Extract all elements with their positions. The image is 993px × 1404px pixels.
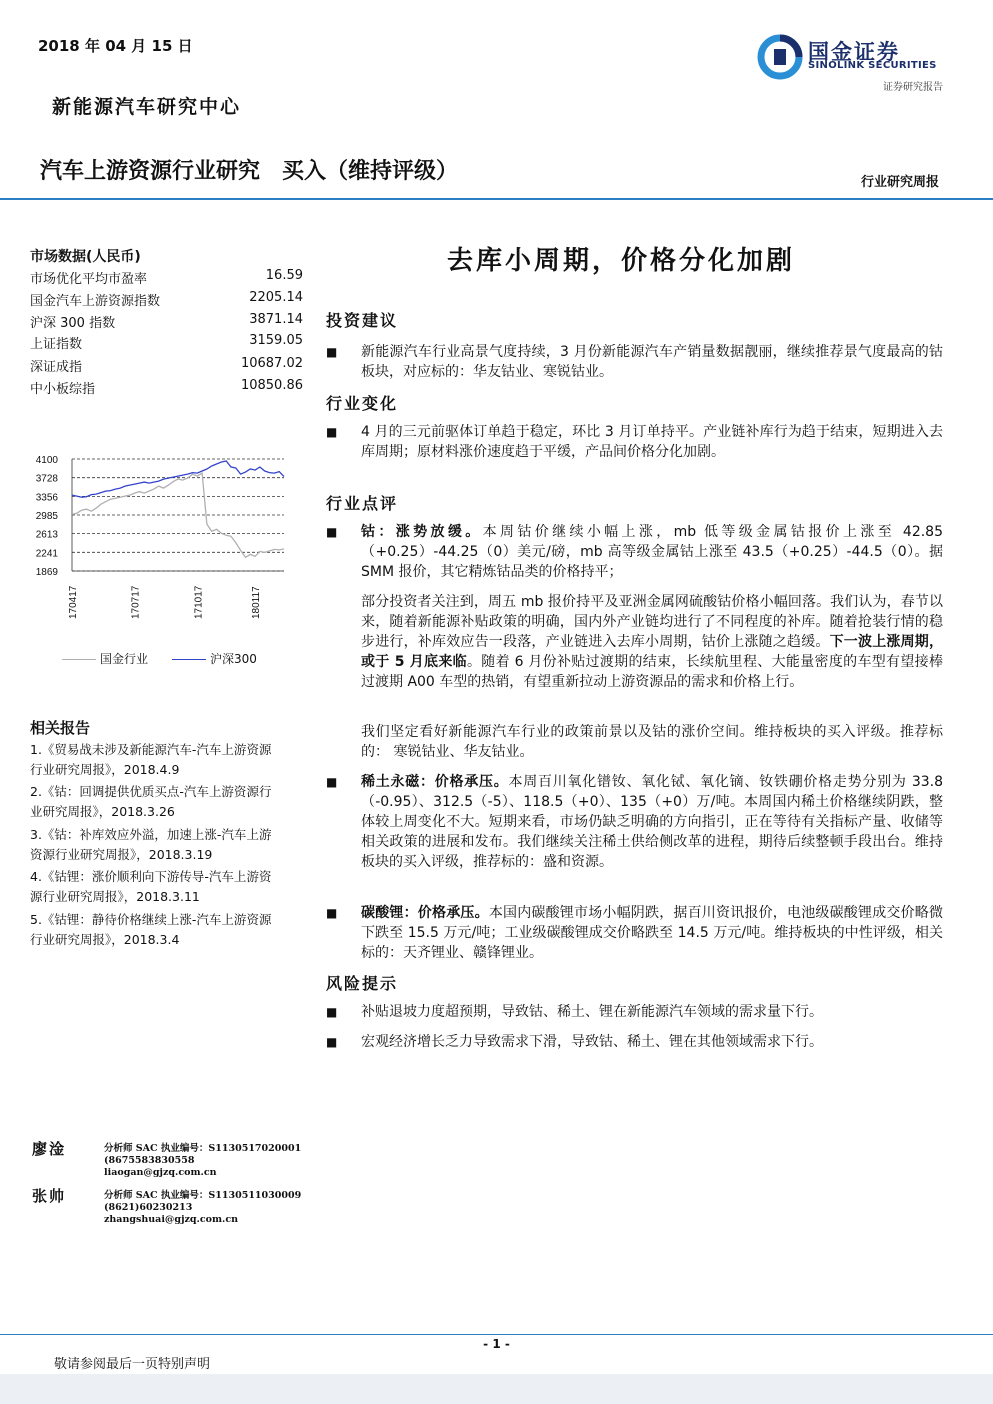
bullet-icon: ■ — [326, 425, 338, 439]
analyst-line: 分析师 SAC 执业编号：S1130511030009 — [104, 1190, 302, 1201]
logo-text-en: SINOLINK SECURITIES — [808, 60, 937, 71]
market-data-row — [30, 290, 303, 309]
report-line: 资源行业研究周报》，2018.3.19 — [30, 847, 213, 862]
legend-item — [62, 650, 148, 667]
analyst-line: (8621)60230213 — [104, 1202, 193, 1213]
row-label: 沪深 300 指数 — [30, 316, 116, 331]
cobalt-text: 部分投资者关注到，周五 mb 报价持平及亚洲金属网硫酸钴价格小幅回落。我们认为，春节以来，随着新能源补贴政策的明确，国内外产业链均进行了不同程度的补库。随着抢装行情的稳步进行，补库效应告一段落，产业链进入去库小周期，钴价上涨随之趋缓。 — [361, 594, 943, 650]
report-title: 去库小周期，价格分化加剧 — [446, 246, 795, 276]
bullet-icon: ■ — [326, 525, 338, 539]
x-tick-label: 180117 — [251, 586, 263, 619]
legend-swatch — [62, 659, 96, 660]
cobalt-emphasis: 下一波上涨周期，或于 5 月底来临 — [361, 634, 944, 670]
index-line-chart — [28, 445, 298, 630]
cobalt-text: 本周钴价继续小幅上涨，mb 低等级金属钴报价上涨至 42.85（+0.25）-44.25（0）美元/磅，mb 高等级金属钴上涨至 43.5（+0.25）-44.5（0）。据 SMM 报价，其它精炼钴品类的价格持平； — [361, 524, 943, 580]
page-number: - 1 - — [483, 1337, 510, 1351]
analyst-info — [104, 1190, 301, 1226]
row-label: 上证指数 — [30, 337, 83, 352]
x-tick-label: 170717 — [130, 585, 142, 619]
analyst-email[interactable]: zhangshuai@gjzq.com.cn — [104, 1214, 239, 1225]
analyst-email[interactable]: liaogan@gjzq.com.cn — [104, 1167, 217, 1178]
lithium-lead: 碳酸锂：价格承压。 — [361, 905, 489, 921]
report-line: 2.《钴：回调提供优质买点-汽车上游资源行 — [30, 784, 272, 799]
risk-item: 补贴退坡力度超预期，导致钴、稀土、锂在新能源汽车领域的需求量下行。 — [361, 1004, 823, 1020]
market-data-row — [30, 312, 303, 331]
bullet-icon: ■ — [326, 775, 338, 789]
analyst-line: (8675583830558 — [104, 1155, 195, 1166]
y-tick-label: 2241 — [35, 548, 58, 560]
market-data-row — [30, 356, 303, 375]
footer-band — [0, 1374, 993, 1404]
row-value: 2205.14 — [249, 290, 303, 305]
related-report-item[interactable] — [30, 825, 320, 865]
related-report-item[interactable] — [30, 782, 320, 822]
risk-item: 宏观经济增长乏力导致需求下滑，导致钴、稀土、锂在其他领域需求下行。 — [361, 1034, 823, 1050]
invest-paragraph: 新能源汽车行业高景气度持续，3 月份新能源汽车产销量数据靓丽，继续推荐景气度最高的钴板块，对应标的：华友钴业、寒锐钴业。 — [361, 344, 943, 380]
bullet-icon: ■ — [326, 1035, 338, 1049]
analyst-info — [104, 1143, 301, 1179]
row-value: 10687.02 — [240, 356, 303, 371]
report-line: 行业研究周报》，2018.4.9 — [30, 762, 180, 777]
bullet-icon: ■ — [326, 906, 338, 920]
analyst-name: 廖淦 — [32, 1140, 67, 1158]
report-line: 3.《钴：补库效应外溢，加速上涨-汽车上游 — [30, 827, 272, 842]
cobalt-paragraph-3: 我们坚定看好新能源汽车行业的政策前景以及钴的涨价空间。维持板块的买入评级。推荐标的： 寒锐钴业、华友钴业。 — [361, 724, 943, 760]
cobalt-lead: 钴：涨势放缓。 — [361, 524, 483, 540]
y-tick-label: 2985 — [35, 510, 58, 522]
logo-text-cn: 国金证券 — [808, 40, 900, 64]
row-label: 国金汽车上游资源指数 — [30, 294, 161, 309]
report-line: 行业研究周报》，2018.3.4 — [30, 932, 180, 947]
chart-legend — [62, 650, 257, 667]
bullet-icon: ■ — [326, 345, 338, 359]
section-heading-change: 行业变化 — [326, 394, 399, 413]
x-tick-label: 171017 — [193, 585, 205, 619]
sinolink-logo-icon — [756, 33, 806, 81]
rating-label: 买入（维持评级） — [282, 159, 459, 184]
row-value: 10850.86 — [240, 378, 303, 393]
disclaimer-note: 敬请参阅最后一页特别声明 — [54, 1357, 211, 1372]
change-paragraph: 4 月的三元前驱体订单趋于稳定，环比 3 月订单持平。产业链补库行为趋于结束，短期进入去库周期；原材料涨价速度趋于平缓，产品间价格分化加剧。 — [361, 424, 943, 460]
analyst-line: 分析师 SAC 执业编号：S1130517020001 — [104, 1143, 302, 1154]
y-tick-label: 3728 — [35, 473, 58, 485]
market-data-title: 市场数据(人民币) — [30, 249, 141, 265]
report-line: 4.《钴锂：涨价顺利向下游传导-汽车上游资 — [30, 869, 272, 884]
related-report-item[interactable] — [30, 740, 320, 780]
logo-subtitle: 证券研究报告 — [883, 82, 943, 93]
report-date: 2018 年 04 月 15 日 — [38, 37, 193, 55]
row-label: 深证成指 — [30, 360, 83, 375]
cobalt-paragraph — [361, 522, 943, 582]
section-heading-risk: 风险提示 — [326, 974, 399, 993]
y-tick-label: 3356 — [35, 492, 58, 504]
report-line: 5.《钴锂：静待价格继续上涨-汽车上游资源 — [30, 912, 272, 927]
rare-earth-paragraph — [361, 772, 943, 872]
legend-item — [172, 650, 257, 667]
row-label: 市场优化平均市盈率 — [30, 272, 148, 287]
page-headline — [40, 154, 458, 185]
cobalt-paragraph-2 — [361, 592, 943, 692]
bullet-icon: ■ — [326, 1005, 338, 1019]
rare-earth-lead: 稀土永磁：价格承压。 — [361, 774, 509, 790]
y-tick-label: 4100 — [35, 455, 58, 466]
row-label: 中小板综指 — [30, 382, 96, 397]
legend-swatch — [172, 659, 206, 660]
x-tick-label: 170417 — [68, 585, 79, 619]
industry-title: 汽车上游资源行业研究 — [40, 159, 261, 184]
section-heading-invest: 投资建议 — [326, 311, 399, 330]
section-heading-comment: 行业点评 — [326, 494, 399, 513]
report-line: 业研究周报》，2018.3.26 — [30, 804, 175, 819]
report-line: 1.《贸易战未涉及新能源汽车-汽车上游资源 — [30, 742, 272, 757]
market-data-row — [30, 333, 303, 352]
footer-divider — [0, 1334, 993, 1335]
y-tick-label: 1869 — [35, 567, 58, 578]
row-value: 3871.14 — [249, 312, 303, 327]
y-tick-label: 2613 — [35, 529, 58, 541]
market-data-row — [30, 378, 303, 397]
legend-label: 国金行业 — [100, 652, 149, 666]
related-report-item[interactable] — [30, 910, 320, 950]
research-center: 新能源汽车研究中心 — [52, 96, 242, 118]
report-line: 源行业研究周报》，2018.3.11 — [30, 889, 200, 904]
cobalt-text: 。随着 6 月份补贴过渡期的结束，长续航里程、大能量密度的车型有望接棒过渡期 A00 车型的热销，有望重新拉动上游资源品的需求和价格上行。 — [361, 654, 943, 690]
related-report-item[interactable] — [30, 867, 320, 907]
lithium-text: 本国内碳酸锂市场小幅阴跌，据百川资讯报价，电池级碳酸锂成交价略微下跌至 15.5 万元/吨；工业级碳酸锂成交价略跌至 14.5 万元/吨。维持板块的中性评级，相关标的：天齐锂业、赣锋锂业。 — [361, 905, 944, 961]
row-value: 16.59 — [265, 268, 303, 283]
analyst-name: 张帅 — [32, 1187, 67, 1205]
report-type: 行业研究周报 — [860, 175, 939, 190]
rare-earth-text: 本周百川氧化镨钕、氧化铽、氧化镝、钕铁硼价格走势分别为 33.8（-0.95）、312.5（-5）、118.5（+0）、135（+0）万/吨。本周国内稀土价格继续阴跌，整体较上周变化不大。短期来看，市场仍缺乏明确的方向指引，正在等待有关指标产量、收储等相关政策的进展和发布。我们继续关注稀土供给侧改革的进程，期待后续整顿手段出台。维持板块的买入评级，推荐标的：盛和资源。 — [361, 774, 943, 870]
lithium-paragraph — [361, 903, 943, 963]
market-data-row — [30, 268, 303, 287]
related-reports-title: 相关报告 — [30, 719, 91, 737]
legend-label: 沪深300 — [210, 652, 257, 666]
row-value: 3159.05 — [249, 333, 303, 348]
header-divider — [0, 198, 993, 200]
